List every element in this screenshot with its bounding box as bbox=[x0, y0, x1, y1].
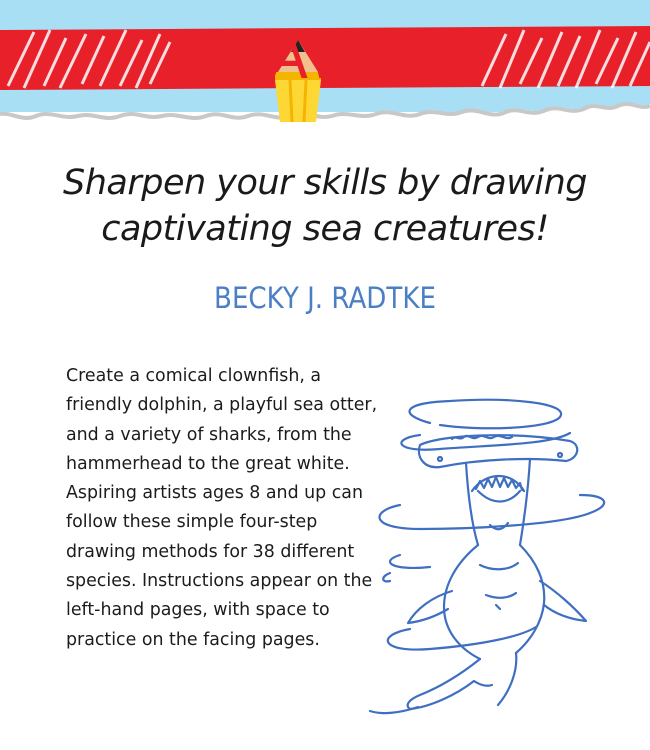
tagline-line-2: captivating sea creatures! bbox=[101, 209, 549, 249]
tagline bbox=[40, 160, 610, 252]
hammerhead-shark-sketch-icon bbox=[360, 395, 640, 725]
header-banner bbox=[0, 0, 650, 140]
book-description: Create a comical clownfish, a friendly dolphin, a playful sea otter, and a variety of sharks, from the hammerhead to the great white. Aspiring artists ages 8 and up can follow these simple four-step drawing methods for 38 different species. Instructions appear on the left-hand pages, with space to practice on the facing pages. bbox=[66, 366, 378, 650]
banner-title: DRAW IT! bbox=[180, 20, 470, 94]
tagline-line-1: Sharpen your skills by drawing bbox=[62, 163, 587, 203]
author-name: BECKY J. RADTKE bbox=[214, 281, 436, 315]
